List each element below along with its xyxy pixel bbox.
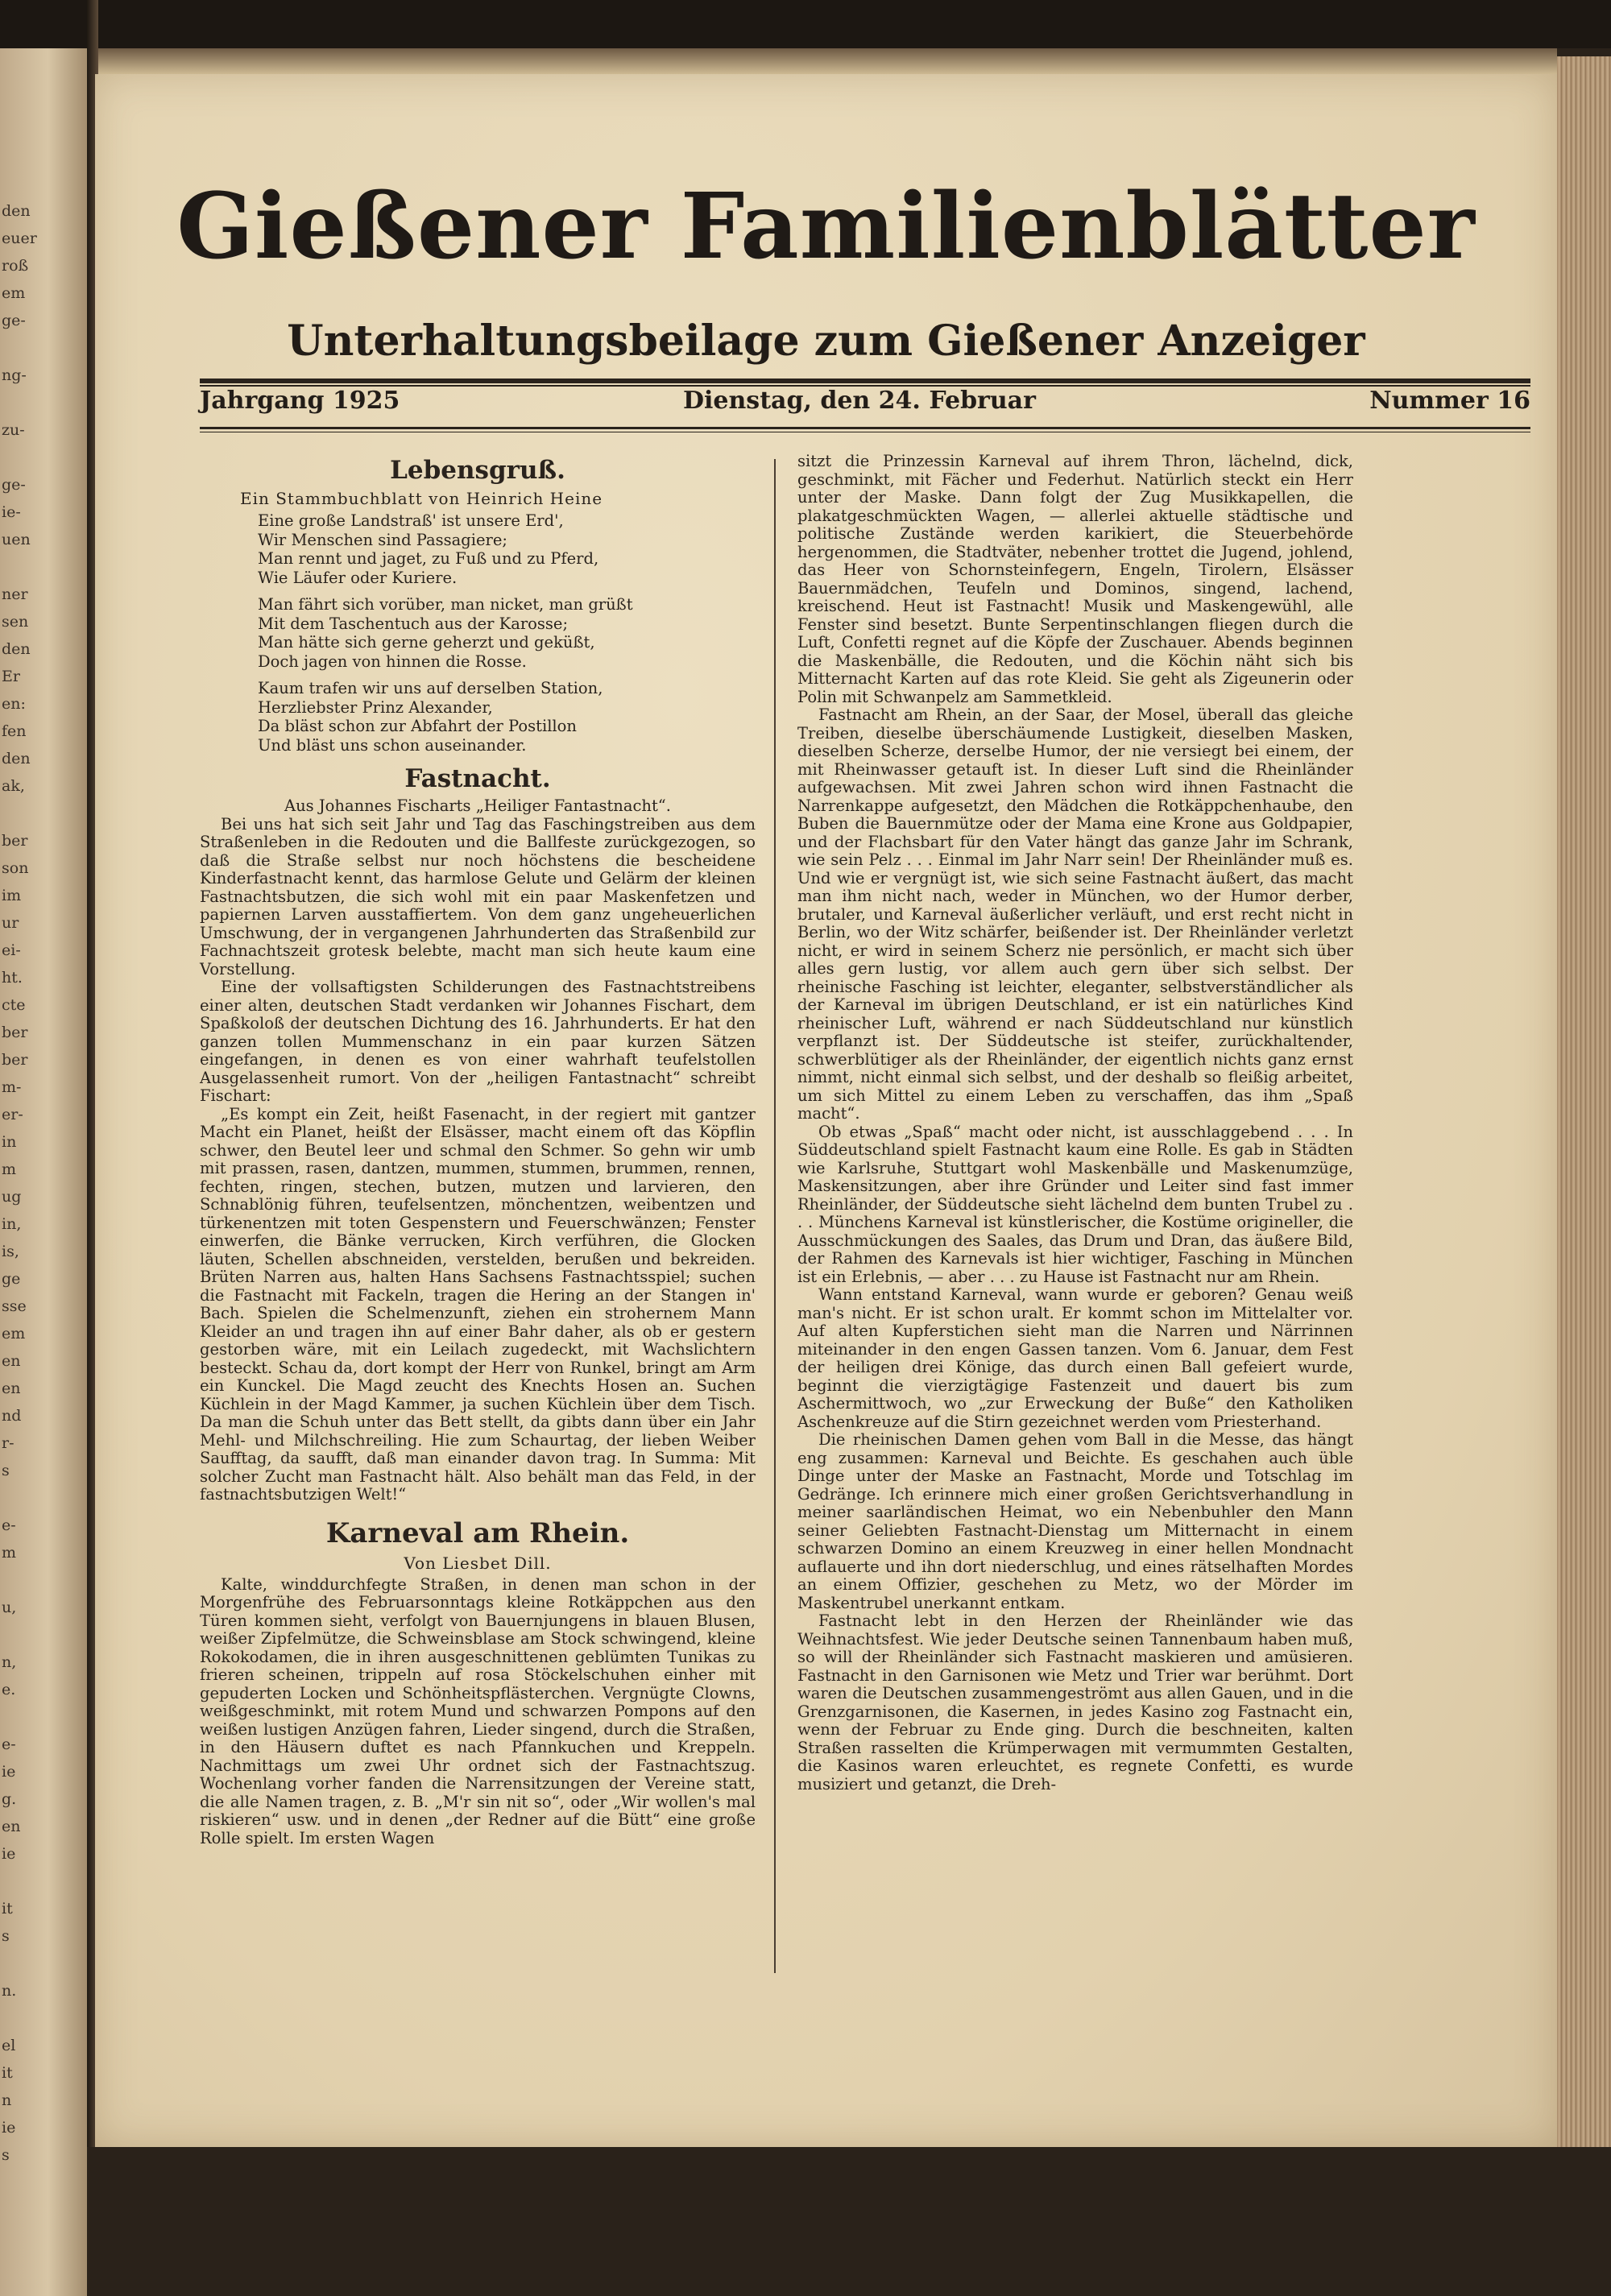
article-source: Aus Johannes Fischarts „Heiliger Fantastnacht“. <box>284 796 671 815</box>
facing-page-fragment: n <box>2 2091 12 2109</box>
poem-line: Man hätte sich gerne geherzt und geküßt, <box>258 633 595 652</box>
facing-page-fragment: zu- <box>2 421 25 439</box>
facing-page-fragment: ie- <box>2 503 21 521</box>
facing-page-fragment: sen <box>2 613 29 631</box>
facing-page-fragment: s <box>2 1462 10 1479</box>
facing-page-fragment: den <box>2 640 31 658</box>
facing-page-fragment <box>0 800 87 827</box>
facing-page-fragment: el <box>2 2037 16 2054</box>
facing-page-fragment: m <box>2 1544 17 1562</box>
facing-page-fragment: en <box>2 1380 21 1397</box>
article-title-karneval: Karneval am Rhein. <box>325 1516 630 1549</box>
poem-line: Wir Menschen sind Passagiere; <box>258 530 507 549</box>
poem-title: Lebensgruß. <box>390 456 565 485</box>
facing-page-fragment: ber <box>2 832 28 850</box>
facing-page-fragment: ak, <box>2 777 25 795</box>
facing-page-fragment: ber <box>2 1024 28 1041</box>
facing-page-fragment <box>0 1703 87 1731</box>
facing-page-fragment: in <box>2 1133 17 1151</box>
facing-page-fragment <box>0 334 87 362</box>
facing-page-fragment: im <box>2 887 22 904</box>
facing-page-fragment: cte <box>2 996 26 1014</box>
facing-page-fragment <box>0 1868 87 1895</box>
dateline-date: Dienstag, den 24. Februar <box>683 387 1036 415</box>
poem-line: Kaum trafen wir uns auf derselben Station, <box>258 679 603 697</box>
poem-line: Da bläst schon zur Abfahrt der Postillon <box>258 717 577 735</box>
facing-page-fragment: u, <box>2 1599 17 1616</box>
paragraph: Bei uns hat sich seit Jahr und Tag das Faschingstreiben aus dem Straßenleben in die Redouten und die Ballfeste zurückgezogen, so daß die Straße selbst nur noch höchstens die bescheidene Kinderfastnacht kennt, das harmlose Gelute und Gelärm der kleinen Fastnachtsbutzen, die sich wohl mit ein paar Maskenfetzen und papiernen Larven ausstaffiertem. Von dem ganz ungeheuerlichen Umschwung, der in vergangenen Jahrhunderten das Straßenbild zur Fachnachtszeit grotesk belebte, macht man sich heute kaum eine Vorstellung. <box>200 814 756 978</box>
facing-page-fragment: roß <box>2 257 29 275</box>
poem-line: Herzliebster Prinz Alexander, <box>258 697 493 717</box>
facing-page-fragment: em <box>2 284 26 302</box>
dateline-year: Jahrgang 1925 <box>200 387 400 415</box>
facing-page-fragment <box>0 1566 87 1594</box>
facing-page-fragment: n. <box>2 1982 17 2000</box>
facing-page-fragment: ie <box>2 1845 16 1863</box>
poem-line: Eine große Landstraß' ist unsere Erd', <box>258 511 564 530</box>
facing-page-fragment: s <box>2 1927 10 1945</box>
facing-page-fragment: en: <box>2 695 26 713</box>
facing-page-fragment: ht. <box>2 969 23 987</box>
paragraph: Die rheinischen Damen gehen vom Ball in die Messe, das hängt eng zusammen: Karneval und Beichte. Es geschahen auch üble Dinge unter der Maske an Fastnacht, Morde und Totschlag im Gedränge. Ich erinnere mich einer großen Gerichtsverhandlung in meiner saarländischen Heimat, wo ein Nebenbuhler den Mann seiner Geliebten Fastnacht-Dienstag um Mitternacht in einem schwarzen Domino an einem Kreuzweg in einer hellen Mondnacht auflauerte und ihn dort niederschlug, und eines rätselhaften Mordes an einem Offizier, geschehen zu Metz, wo der Mörder im Maskentrubel unerkannt entkam. <box>797 1430 1353 1612</box>
dateline-issue: Nummer 16 <box>1369 387 1530 415</box>
facing-page-fragment <box>0 444 87 471</box>
facing-page-fragment: son <box>2 859 29 877</box>
facing-page-fragment: e. <box>2 1681 16 1698</box>
facing-page-fragment: ge- <box>2 476 26 494</box>
facing-page-fragment: ur <box>2 914 19 932</box>
facing-page-fragment: uen <box>2 531 31 548</box>
facing-page-fragment: is, <box>2 1243 19 1260</box>
poem-line: Und bläst uns schon auseinander. <box>258 735 527 755</box>
page-stack-edge <box>1557 56 1611 2147</box>
facing-page-fragment: den <box>2 202 31 220</box>
paragraph: Fastnacht lebt in den Herzen der Rheinländer wie das Weihnachtsfest. Wie jeder Deutsche seinen Tannenbaum haben muß, so will der Rheinländer sich Fastnacht maskieren und amüsieren. Fastnacht in den Garnisonen wie Metz und Trier war berühmt. Dort waren die Deutschen zusammengeströmt aus allen Gauen, und in die Grenzgarnisonen, die Kasernen, in jedes Kasino zog Fastnacht ein, wenn der Februar zu Ende ging. Durch die beschneiten, kalten Straßen rasselten die Krümperwagen mit vermummten Gestalten, die Kasinos waren erleuchtet, es regnete Confetti, es wurde musiziert und getanzt, die Dreh- <box>797 1611 1353 1793</box>
facing-page-fragment: er- <box>2 1106 23 1123</box>
poem-stanza <box>258 595 756 671</box>
facing-page-fragment: e- <box>2 1735 16 1753</box>
facing-page-fragment: ug <box>2 1188 22 1206</box>
facing-page-fragment: ng- <box>2 366 27 384</box>
facing-page-fragment: sse <box>2 1297 27 1315</box>
paragraph: sitzt die Prinzessin Karneval auf ihrem Thron, lächelnd, dick, geschminkt, mit Fächer und Federhut. Natürlich steckt ein Herr unter der Maske. Dann folgt der Zug Musikkapellen, die plakatgeschmückten Wagen, — allerlei aktuelle städtische und politische Zustände werden karikiert, die Steuerbehörde hergenommen, die Stadtväter, nebenher trottet die Jugend, johlend, das Heer von Schornsteinfegern, Engeln, Tirolern, Elsässer Bauernmädchen, Teufeln und Dominos, singend, lachend, kreischend. Heut ist Fastnacht! Musik und Maskengewühl, alle Fenster sind besetzt. Bunte Serpentinschlangen fliegen durch die Luft, Confetti regnet auf die Köpfe der Zuschauer. Abends beginnen die Maskenbälle, die Redouten, und die Köchin näht sich bis Mitternacht Karten auf das rote Kleid. Sie geht als Zigeunerin oder Polin mit Schwanpelz am Sammetkleid. <box>797 452 1353 706</box>
facing-page-fragment: m <box>2 1160 17 1178</box>
page-top-shadow <box>98 48 1557 74</box>
poem-line: Man rennt und jaget, zu Fuß und zu Pferd, <box>258 549 599 568</box>
facing-page-fragment: ge <box>2 1270 21 1288</box>
facing-page-fragment: nd <box>2 1407 22 1425</box>
quotation: „Es kompt ein Zeit, heißt Fasenacht, in der regiert mit gantzer Macht ein Planet, heißt der Elsässer, macht einem oft das Köpflin schwer, den Beutel leer und schmal den Schmer. So gehn wir umb mit prassen, rasen, dantzen, mummen, stummen, brummen, rennen, fechten, ringen, stechen, butzen, mutzen und larvieren, den Schnablönig führen, teufelsentzen, mönchentzen, weibentzen und türkenentzen mit toten Gespenstern und Feuerschwänzen; Fenster einwerfen, die Bänke verrucken, Kirch verführen, die Glocken läuten, Schellen abschneiden, verstelden, berußen und bekreiden. Brüten Narren aus, halten Hans Sachsens Fastnachtsspiel; suchen die Fastnacht mit Fackeln, tragen die Hering an der Stangen in' Bach. Spielen die Schelmenzunft, ziehen ein strohernem Mann Kleider an und tragen ihn auf einer Bahr daher, als ob er gestern gestorben wäre, mit ein Leilach zugedeckt, mit Wachslichtern besteckt. Schau da, dort kompt der Herr von Runkel, bringt am Arm ein Kunckel. Die Magd zeucht des Knechts Hosen an. Suchen Küchlein in der Magd Kammer, ja suchen Küchlein über dem Tisch. Da man die Schuh unter das Bett stellt, da gibts dann über ein Jahr Mehl- und Milchschreiling. Hie zum Schaurtag, der lieben Weiber Saufftag, da saufft, daß man einander davon trag. In Summa: Mit solcher Zucht man Fastnacht hält. Also behält man das Feld, in der fastnachtsbutzigen Welt!“ <box>200 1104 756 1504</box>
facing-page-fragment: ge- <box>2 312 26 329</box>
column-right <box>797 453 1353 1793</box>
paragraph: Fastnacht am Rhein, an der Saar, der Mosel, überall das gleiche Treiben, dieselbe überschäumende Lustigkeit, dieselben Masken, dieselben Scherze, derselbe Humor, der nie versiegt bei einem, der mit Rheinwasser getauft ist. In dieser Luft sind die Rheinländer aufgewachsen. Mit zwei Jahren schon wird ihnen Fastnacht die Narrenkappe aufgesetzt, den Mädchen die Rotkäppchenhaube, den Buben die Bauernmütze oder der Mama eine Krone aus Goldpapier, und der Flachsbart für den Vater hängt das ganze Jahr im Schrank, wie sein Pelz . . . Einmal im Jahr Narr sein! Der Rheinländer muß es. Und wie er vergnügt ist, wie sich seine Fastnacht äußert, das macht man ihm nicht nach, weder in München, wo der Humor derber, brutaler, und Karneval äußerlicher verläuft, und erst recht nicht in Berlin, wo der Witz schärfer, beißender ist. Der Rheinländer verletzt nicht, er wird in seinem Scherz nie persönlich, er macht sich über alles gern lustig, vor allem auch gern über sich selbst. Der rheinische Fasching ist leichter, eleganter, selbstverständlicher als der Karneval im übrigen Deutschland, er ist ein natürliches Kind rheinischer Luft, während er nach Süddeutschland nur künstlich verpflanzt ist. Der Süddeutsche ist steifer, zurückhaltender, schwerblütiger als der Rheinländer, der eigentlich nichts ganz ernst nimmt, nicht einmal sich selbst, und der deshalb so fleißig arbeitet, um sich Mittel zu einem Leben zu verschaffen, das ihm „Spaß macht“. <box>797 705 1353 1123</box>
facing-page-fragment <box>0 1621 87 1649</box>
facing-page-fragment: fen <box>2 722 27 740</box>
facing-page-fragment <box>0 553 87 581</box>
facing-page-fragment: Er <box>2 668 20 685</box>
facing-page-fragment: ei- <box>2 941 21 959</box>
facing-page-fragment: ie <box>2 2119 16 2137</box>
masthead-title: Gießener Familienblätter <box>176 174 1476 279</box>
column-divider <box>774 459 776 1973</box>
facing-page-fragment: it <box>2 2064 13 2082</box>
facing-page-fragment: g. <box>2 1790 17 1808</box>
poem <box>200 511 756 755</box>
facing-page-fragment <box>0 2004 87 2032</box>
poem-stanza <box>258 679 756 755</box>
facing-page-fragment <box>0 1484 87 1512</box>
facing-page-fragment: ner <box>2 585 28 603</box>
poem-line: Mit dem Taschentuch aus der Karosse; <box>258 614 569 633</box>
facing-page-fragment <box>0 1950 87 1977</box>
article-byline: Von Liesbet Dill. <box>404 1553 552 1573</box>
masthead-rule-top <box>200 379 1530 383</box>
facing-page-fragment: in, <box>2 1215 22 1233</box>
facing-page-fragment: n, <box>2 1653 17 1671</box>
binding-top <box>0 0 1611 48</box>
facing-page-fragment: en <box>2 1818 21 1835</box>
poem-line: Man fährt sich vorüber, man nicket, man grüßt <box>258 595 633 614</box>
dateline-rule <box>200 427 1530 429</box>
facing-page-fragment: r- <box>2 1434 14 1452</box>
facing-page-fragment: euer <box>2 230 37 247</box>
poem-stanza <box>258 511 756 587</box>
paragraph: Eine der vollsaftigsten Schilderungen des Fastnachtstreibens einer alten, deutschen Stadt verdanken wir Johannes Fischart, dem Spaßkoloß der deutschen Dichtung des 16. Jahrhunderts. Er hat den ganzen tollen Mummenschanz in ein paar kurzen Sätzen eingefangen, in denen es von einer wahrhaft teufelstollen Ausgelassenheit rumort. Von der „heiligen Fantastnacht“ schreibt Fischart: <box>200 978 756 1105</box>
facing-page-fragment: den <box>2 750 31 767</box>
facing-page-fragment: s <box>2 2146 10 2164</box>
facing-page-fragment: e- <box>2 1516 16 1534</box>
facing-page-fragment: it <box>2 1900 13 1917</box>
facing-page-fragment: em <box>2 1325 26 1342</box>
facing-page-fragment: en <box>2 1352 21 1370</box>
facing-page-fragment: m- <box>2 1078 22 1096</box>
dateline <box>200 387 1530 420</box>
paragraph: Wann entstand Karneval, wann wurde er geboren? Genau weiß man's nicht. Er ist schon uralt. Er kommt schon im Mittelalter vor. Auf alten Kupferstichen sieht man die Narren und Närrinnen miteinander in den engen Gassen tanzen. Vom 6. Januar, dem Fest der heiligen drei Könige, das durch einen Ball gefeiert wurde, beginnt die vierzigtägige Fastenzeit und dauert bis zum Aschermittwoch, wo „zur Erweckung der Buße“ den Katholiken Aschenkreuze auf die Stirn gezeichnet werden vom Priesterhand. <box>797 1285 1353 1431</box>
poem-subtitle: Ein Stammbuchblatt von Heinrich Heine <box>240 489 603 508</box>
facing-page-fragment: ie <box>2 1763 16 1781</box>
poem-line: Wie Läufer oder Kuriere. <box>258 568 458 587</box>
article-title-fastnacht: Fastnacht. <box>404 764 551 793</box>
facing-page-fragment <box>0 389 87 416</box>
poem-line: Doch jagen von hinnen die Rosse. <box>258 652 527 671</box>
newspaper-page <box>95 74 1557 2147</box>
column-left <box>200 453 756 1847</box>
paragraph: Kalte, winddurchfegte Straßen, in denen man schon in der Morgenfrühe des Februarsonntags kleine Rotkäppchen aus den Türen kommen sieht, verfolgt von Bauernjungens in blauen Blusen, weißer Zipfelmütze, die Schweinsblase am Stock schwingend, kleine Rokokodamen, die in ihren ausgeschnittenen geblümten Tunikas zu frieren scheinen, trippeln auf rosa Stöckelschuhen einher mit gepuderten Locken und Schönheitspflästerchen. Vergnügte Clowns, weißgeschminkt, mit rotem Mund und schwarzen Pompons auf den weißen lustigen Anzügen fahren, Lieder singend, durch die Straßen, in den Häusern duftet es nach Pfannkuchen und Kreppeln. Nachmittags um zwei Uhr ordnet sich der Fastnachtszug. Wochenlang vorher fanden die Narrensitzungen der Vereine statt, die alle Namen tragen, z. B. „M'r sin nit so“, oder „Wir wollen's mal riskieren“ usw. und in denen „der Redner auf die Bütt“ eine große Rolle spielt. Im ersten Wagen <box>200 1574 756 1847</box>
masthead-subtitle: Unterhaltungsbeilage zum Gießener Anzeiger <box>287 316 1365 366</box>
facing-page-fragment: ber <box>2 1051 28 1069</box>
previous-page-edge <box>0 48 87 2296</box>
paragraph: Ob etwas „Spaß“ macht oder nicht, ist ausschlaggebend . . . In Süddeutschland spielt Fastnacht kaum eine Rolle. Es gab in Städten wie Karlsruhe, Stuttgart wohl Maskenbälle und Maskenumzüge, Maskensitzungen, aber ihre Gründer und Leiter sind fast immer Rheinländer, der Süddeutsche sieht lächelnd dem bunten Trubel zu . . . Münchens Karneval ist künstlerischer, die Kostüme origineller, die Ausschmückungen des Saales, das Drum und Dran, das äußere Bild, der Rahmen des Karnevals ist hier wichtiger, Fasching in München ist ein Erlebnis, — aber . . . zu Hause ist Fastnacht nur am Rhein. <box>797 1122 1353 1286</box>
